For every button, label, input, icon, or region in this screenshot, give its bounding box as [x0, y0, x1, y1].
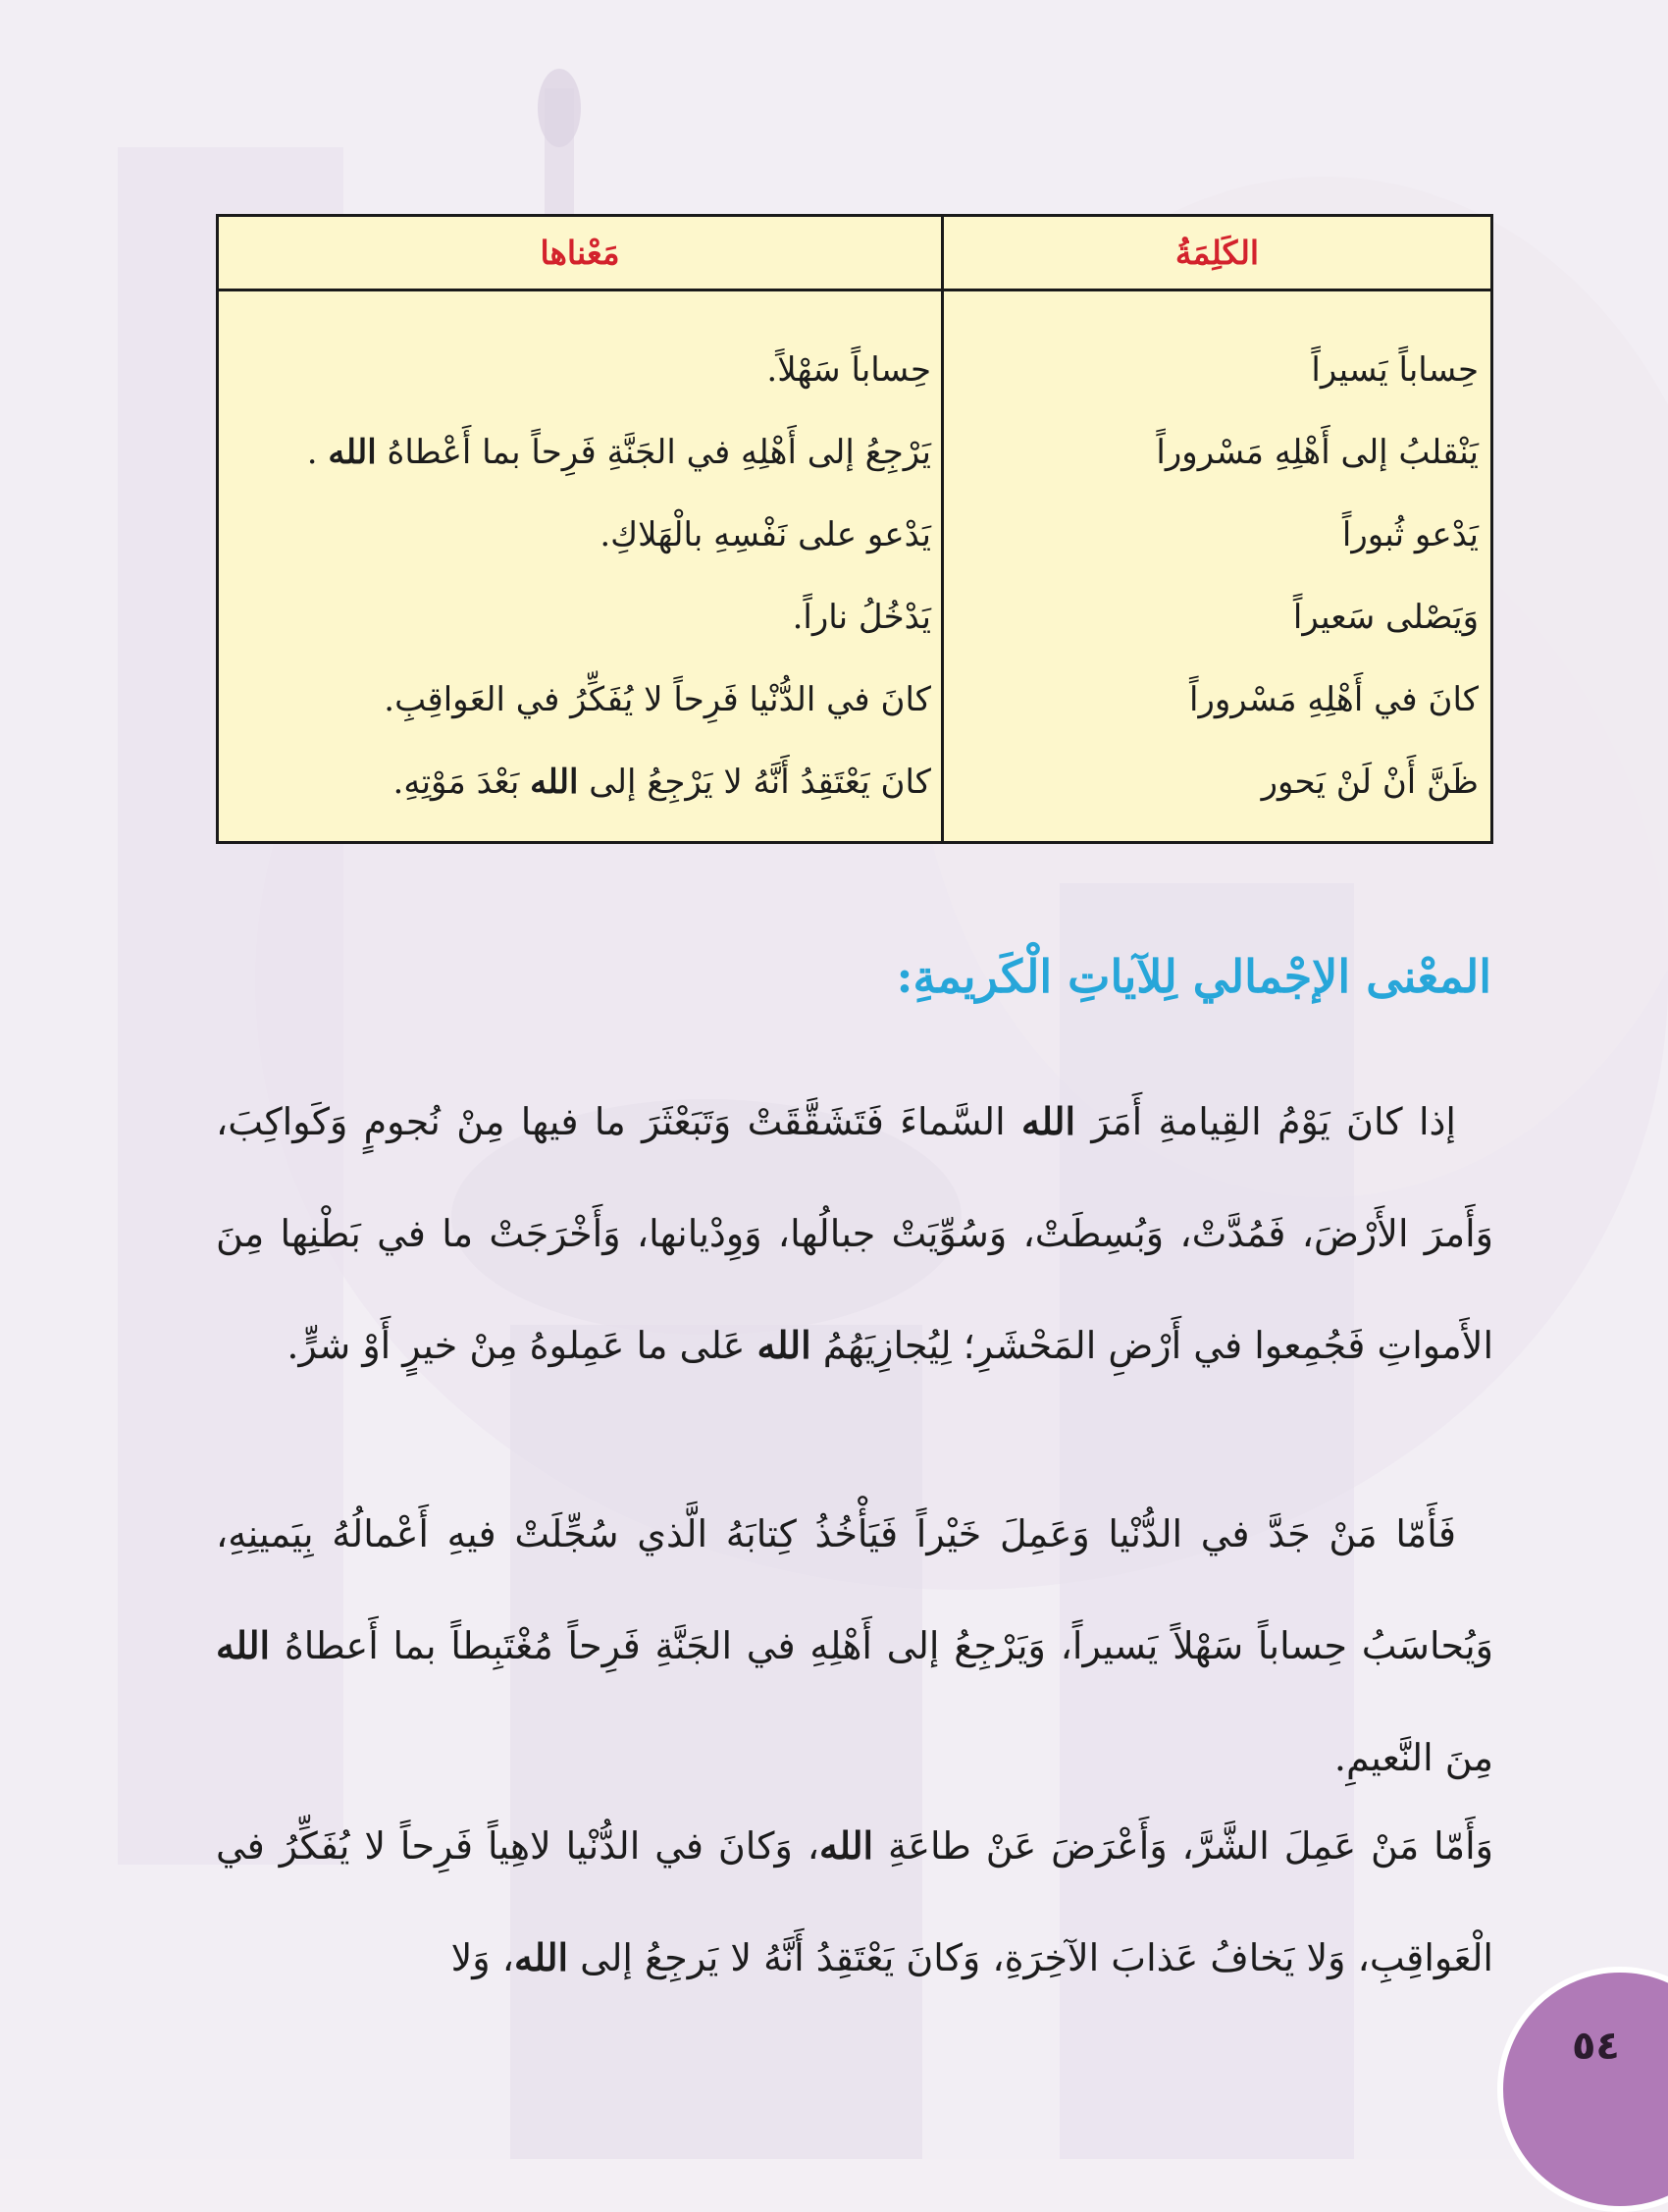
table-cell-word: وَيَصْلى سَعيراً: [1292, 598, 1479, 637]
table-cell-word: يَنْقلبُ إلى أَهْلِهِ مَسْروراً: [1156, 433, 1479, 472]
table-cell-word: كانَ في أَهْلِهِ مَسْروراً: [1189, 680, 1479, 719]
table-cell-meaning: يَدْعو على نَفْسِهِ بالْهَلاكِ.: [599, 515, 931, 554]
table-header-row: [219, 217, 1490, 291]
table-cell-meaning: يَرْجِعُ إلى أَهْلِهِ في الجَنَّةِ فَرِحاً بما أَعْطاهُ الله .: [306, 433, 931, 472]
table-cell-meaning: حِساباً سَهْلاً.: [766, 350, 931, 390]
header-meaning: مَعْناها: [540, 234, 620, 272]
table-cell-meaning: كانَ في الدُّنْيا فَرِحاً لا يُفَكِّرُ في العَواقِبِ.: [384, 680, 931, 719]
table-cell-word: حِساباً يَسيراً: [1311, 350, 1479, 390]
allah-word: الله: [1020, 1099, 1076, 1143]
allah-word: الله: [756, 1323, 811, 1367]
paragraph-3: وَأَمّا مَنْ عَمِلَ الشَّرَّ، وَأَعْرَضَ عَنْ طاعَةِ الله، وَكانَ في الدُّنْيا لاهِياً فَرِحاً لا يُفَكِّرُ في الْعَواقِبِ، وَلا يَخافُ عَذابَ الآخِرَةِ، وَكانَ يَعْتَقِدُ أَنَّهُ لا يَرجِعُ إلى الله، وَلا: [216, 1823, 1493, 1979]
allah-word: الله: [328, 433, 377, 472]
allah-word: الله: [216, 1623, 271, 1667]
allah-word: الله: [514, 1935, 569, 1979]
table-body: [219, 291, 1490, 841]
table-cell-word: ظَنَّ أَنْ لَنْ يَحور: [1261, 763, 1479, 802]
word-column: [941, 291, 1490, 841]
table-cell-meaning: كانَ يَعْتَقِدُ أَنَّهُ لا يَرْجِعُ إلى الله بَعْدَ مَوْتِهِ.: [392, 763, 931, 802]
section-title: المعْنى الإجْمالي لِلآياتِ الْكَريمةِ:: [896, 950, 1491, 1003]
table-cell-meaning: يَدْخُلُ ناراً.: [792, 598, 931, 637]
vocabulary-table: [216, 214, 1493, 844]
table-cell-word: يَدْعو ثُبوراً: [1341, 515, 1479, 554]
page-number: ٥٤: [1572, 2024, 1620, 2069]
page-number-badge: [1497, 1967, 1668, 2212]
header-word: الكَلِمَةُ: [941, 217, 1490, 289]
meaning-column: [219, 291, 941, 841]
paragraph-2: فَأَمّا مَنْ جَدَّ في الدُّنْيا وَعَمِلَ خَيْراً فَيَأْخُذُ كِتابَهُ الَّذي سُجِّلَتْ فيهِ أَعْمالُهُ بِيَمينِهِ، وَيُحاسَبُ حِساباً سَهْلاً يَسيراً، وَيَرْجِعُ إلى أَهْلِهِ في الجَنَّةِ فَرِحاً مُغْتَبِطاً بما أَعطاهُ الله مِنَ النَّعيمِ.: [216, 1512, 1493, 1779]
paragraph-1: إذا كانَ يَوْمُ القِيامةِ أَمَرَ الله السَّماءَ فَتَشَقَّقَتْ وَتَبَعْثَرَ ما فيها مِنْ نُجومٍ وَكَواكِبَ، وَأَمرَ الأَرْضَ، فَمُدَّتْ، وَبُسِطَتْ، وَسُوِّيَتْ جبالُها، وَوِدْيانها، وَأَخْرَجَتْ ما في بَطْنِها مِنَ الأَمواتِ فَجُمِعوا في أَرْضِ المَحْشَرِ؛ لِيُجازِيَهُمُ الله عَلى ما عَمِلوهُ مِنْ خيرٍ أَوْ شرٍّ.: [216, 1099, 1493, 1367]
allah-word: الله: [818, 1823, 874, 1868]
allah-word: الله: [530, 763, 579, 802]
